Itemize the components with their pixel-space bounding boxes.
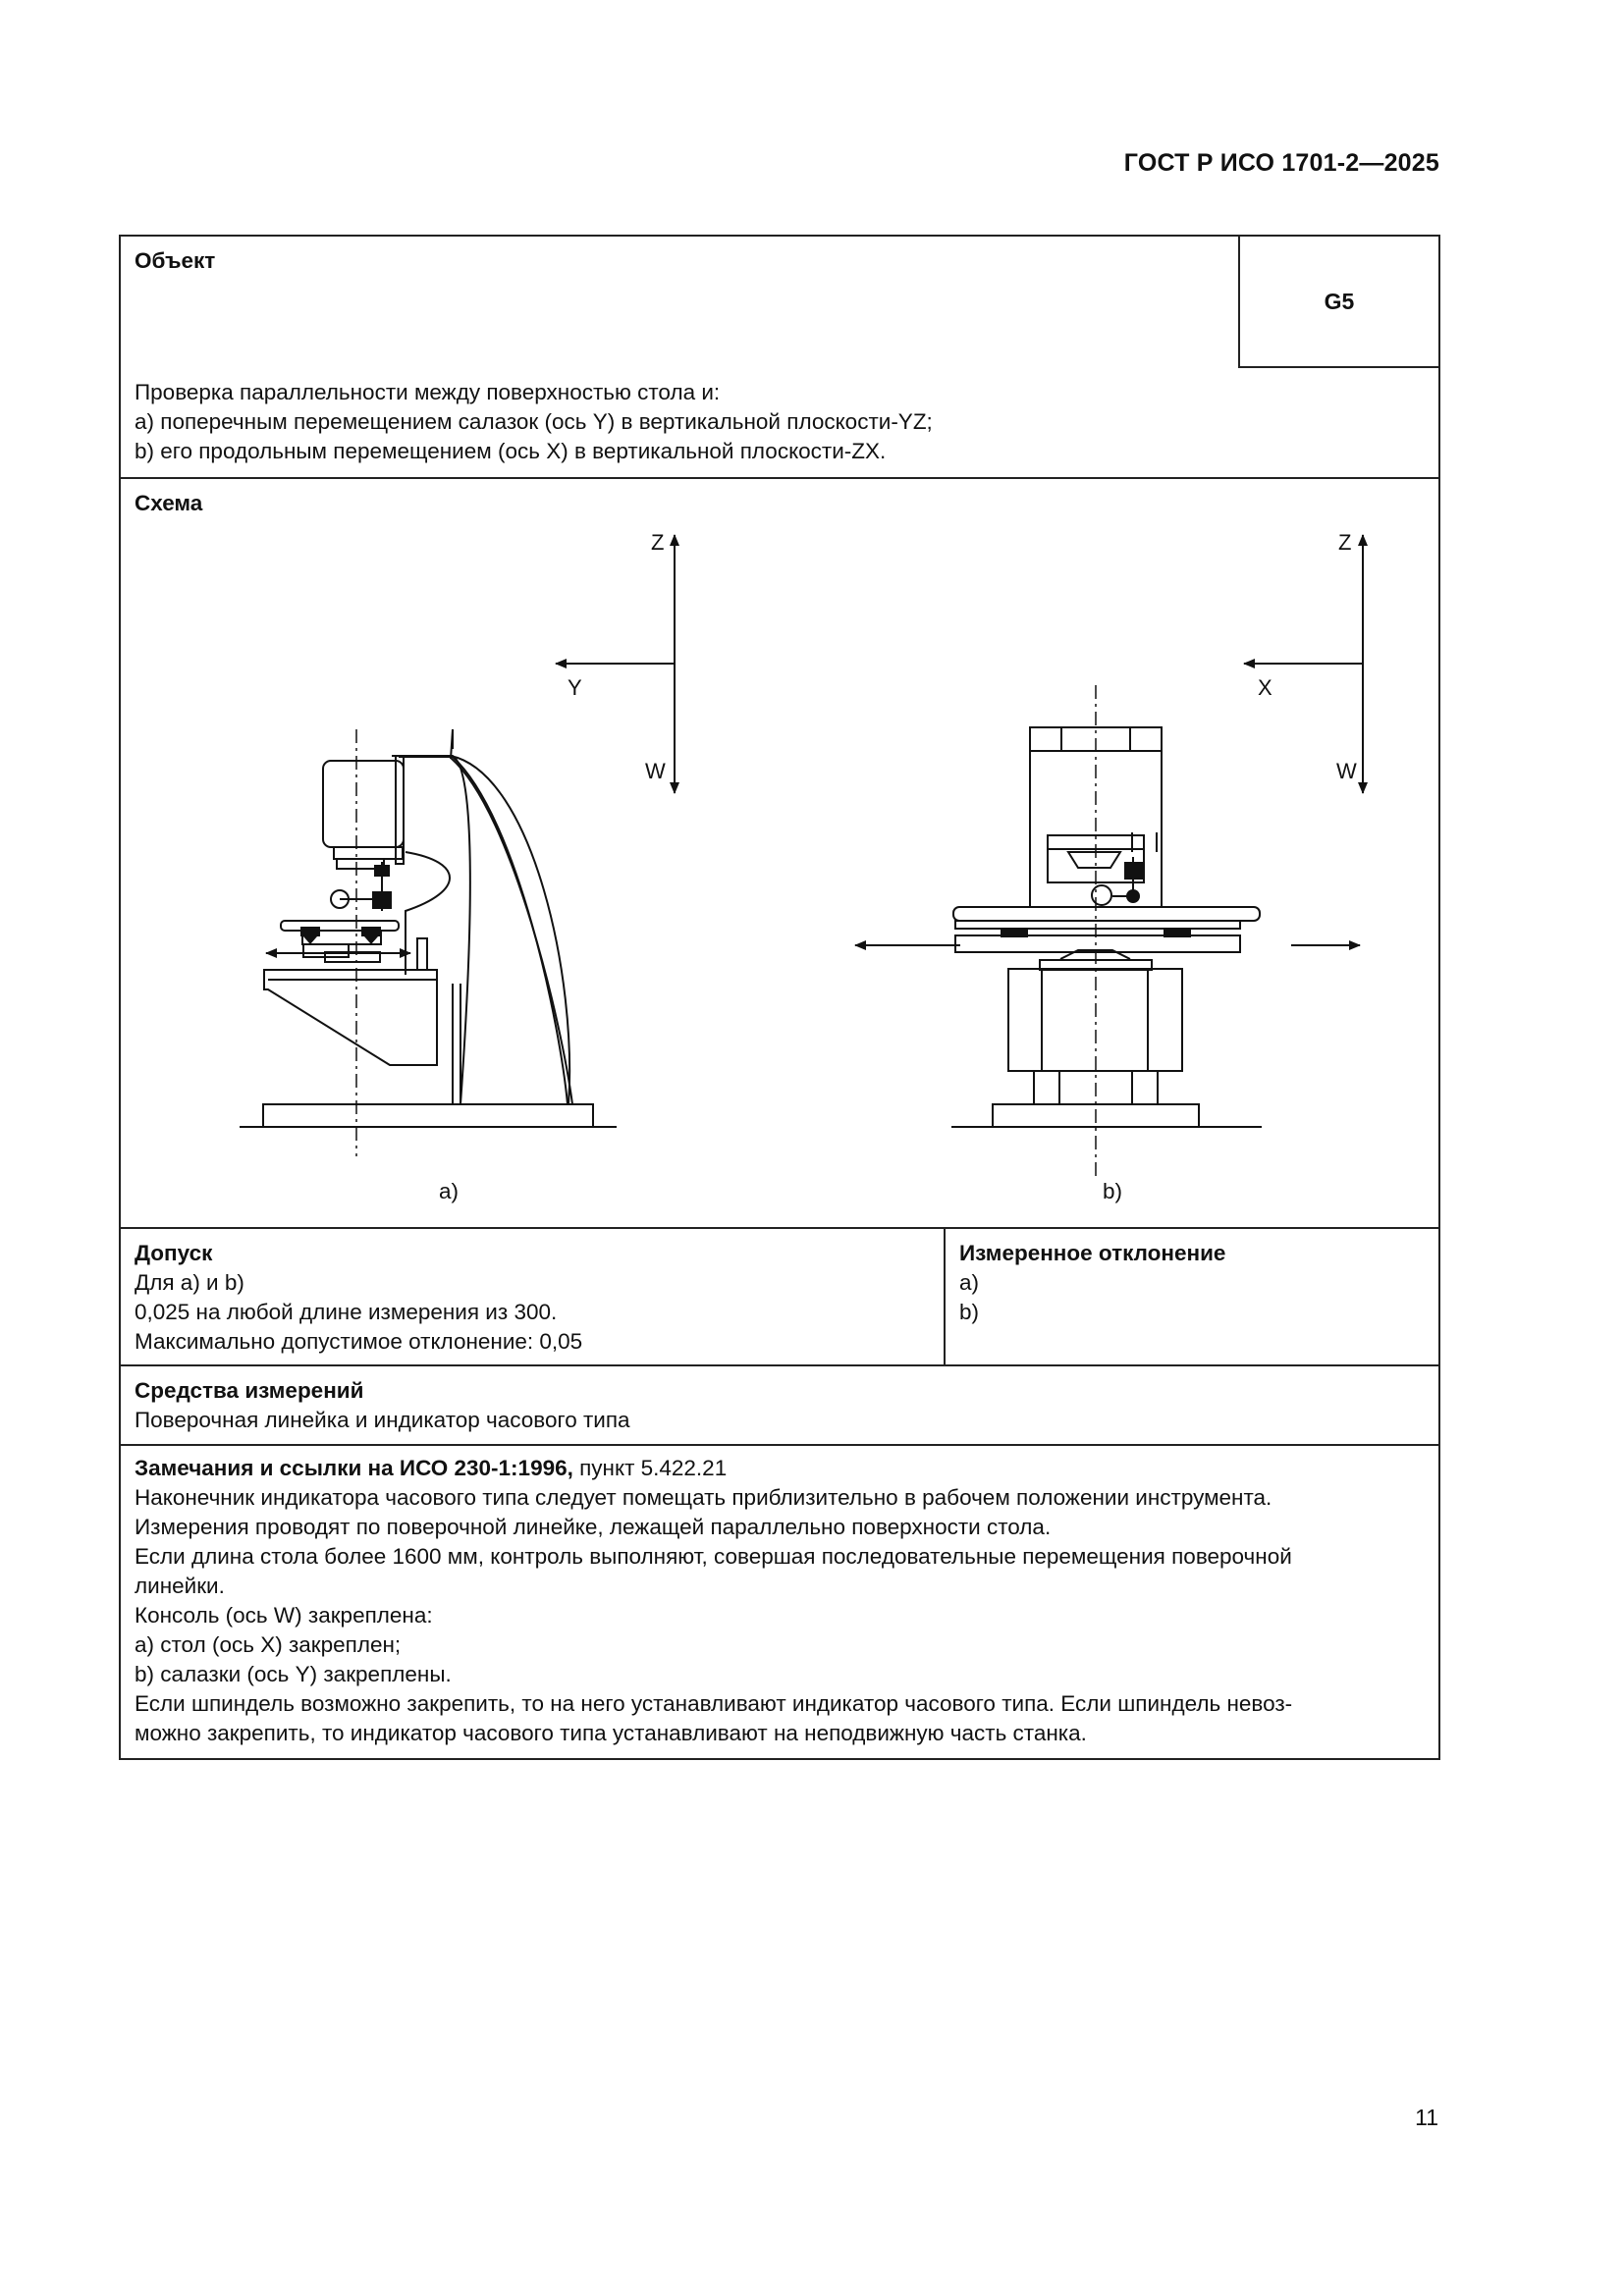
object-line: Проверка параллельности между поверхностью стола и: — [135, 380, 721, 404]
tolerance-heading: Допуск — [135, 1241, 213, 1265]
instruments-text: Поверочная линейка и индикатор часового типа — [135, 1408, 630, 1432]
notes-line: Если длина стола более 1600 мм, контроль выполняют, совершая последовательные перемещения поверочной — [135, 1544, 1292, 1569]
caption-b: b) — [1102, 1179, 1123, 1203]
page-number: 11 — [1415, 2105, 1438, 2130]
tolerance-block — [135, 1239, 582, 1357]
object-description — [135, 378, 933, 466]
measured-heading: Измеренное отклонение — [959, 1241, 1226, 1265]
notes-line: линейки. — [135, 1574, 225, 1598]
test-code-box — [1238, 237, 1438, 368]
object-line: a) поперечным перемещением салазок (ось Y) в вертикальной плоскости-YZ; — [135, 409, 933, 434]
notes-line: b) салазки (ось Y) закреплены. — [135, 1662, 452, 1686]
axis-label-x-right: X — [1258, 675, 1272, 700]
measured-block — [959, 1239, 1225, 1327]
document-code: ГОСТ Р ИСО 1701-2—2025 — [1123, 149, 1439, 177]
axis-label-z-right: Z — [1338, 530, 1352, 555]
instruments-block — [135, 1376, 630, 1435]
notes-heading-ref: пункт 5.422.21 — [572, 1456, 728, 1480]
notes-line: a) стол (ось X) закреплен; — [135, 1632, 402, 1657]
axis-label-y-left: Y — [568, 675, 582, 700]
instruments-section — [121, 1366, 1438, 1446]
notes-heading — [135, 1454, 1425, 1483]
notes-block — [135, 1454, 1425, 1748]
test-code: G5 — [1324, 288, 1355, 314]
measured-line: a) — [959, 1270, 980, 1295]
axes-left — [556, 535, 675, 793]
tolerance-line: 0,025 на любой длине измерения из 300. — [135, 1300, 558, 1324]
tolerance-line: Для a) и b) — [135, 1270, 244, 1295]
scheme-section — [121, 479, 1438, 1229]
instruments-heading: Средства измерений — [135, 1378, 364, 1403]
notes-line: можно закрепить, то индикатор часового типа устанавливают на неподвижную часть станка. — [135, 1721, 1087, 1745]
machine-front-view — [855, 685, 1360, 1176]
test-sheet-frame — [119, 235, 1440, 1760]
tolerance-line: Максимально допустимое отклонение: 0,05 — [135, 1329, 583, 1354]
notes-line: Консоль (ось W) закреплена: — [135, 1603, 433, 1628]
notes-line: Измерения проводят по поверочной линейке, лежащей параллельно поверхности стола. — [135, 1515, 1052, 1539]
axis-label-w-right: W — [1336, 759, 1357, 783]
notes-line: Наконечник индикатора часового типа следует помещать приблизительно в рабочем положении инструмента. — [135, 1485, 1272, 1510]
measured-line: b) — [959, 1300, 980, 1324]
column-divider — [944, 1229, 946, 1364]
notes-section — [121, 1446, 1438, 1760]
scheme-heading: Схема — [135, 491, 203, 515]
machine-side-view — [240, 729, 617, 1156]
axis-label-w-left: W — [645, 759, 666, 783]
tolerance-section — [121, 1229, 1438, 1366]
scheme-drawing — [121, 479, 1438, 1225]
notes-heading-bold: Замечания и ссылки на ИСО 230-1:1996, — [135, 1456, 573, 1480]
notes-line: Если шпиндель возможно закрепить, то на него устанавливают индикатор часового типа. Если шпиндель невоз- — [135, 1691, 1293, 1716]
object-heading: Объект — [135, 248, 216, 273]
object-section — [121, 237, 1438, 479]
caption-a: a) — [438, 1179, 460, 1203]
axis-label-z-left: Z — [651, 530, 665, 555]
axes-right — [1244, 535, 1363, 793]
object-line: b) его продольным перемещением (ось X) в вертикальной плоскости-ZX. — [135, 439, 887, 463]
